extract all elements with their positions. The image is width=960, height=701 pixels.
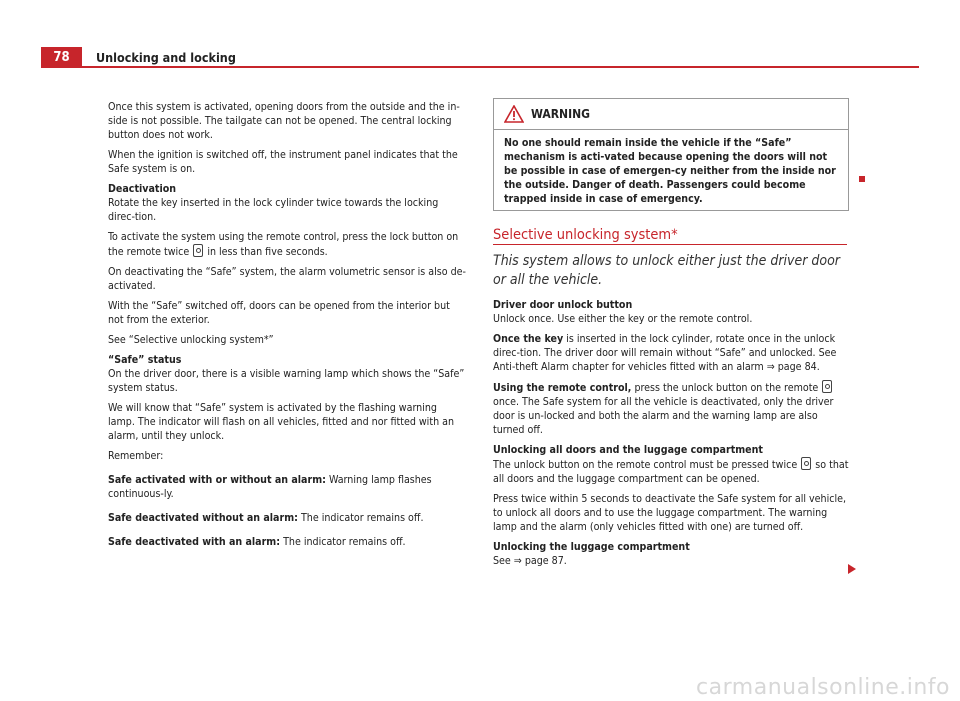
- section-title: Selective unlocking system*: [493, 227, 678, 243]
- page-number: 78: [41, 47, 82, 68]
- status-heading: “Safe” status: [108, 354, 182, 366]
- paragraph: Press twice within 5 seconds to deactivate the Safe system for all vehicle, to unlock all doors and to use the luggage compartment. The warning lamp and the alarm (only vehicles fitted with one) are turned off.: [493, 493, 847, 533]
- section-intro: This system allows to unlock either just the driver door or all the vehicle.: [493, 253, 840, 288]
- warning-title: WARNING: [531, 107, 590, 121]
- paragraph: To activate the system using the remote control, press the lock button on the remote twice in less than five seconds.: [108, 231, 459, 258]
- right-column: [493, 298, 849, 574]
- paragraph: See “Selective unlocking system*”: [108, 334, 274, 346]
- subheading: Unlocking all doors and the luggage compartment: [493, 444, 763, 456]
- header-rule: [82, 66, 919, 68]
- unlock-key-icon: [801, 457, 811, 470]
- paragraph: Safe deactivated with an alarm: The indicator remains off.: [108, 536, 406, 548]
- paragraph: On deactivating the “Safe” system, the alarm volumetric sensor is also de-activated.: [108, 266, 466, 292]
- left-column: [108, 100, 466, 555]
- chapter-title: Unlocking and locking: [96, 50, 236, 65]
- deactivation-heading: Deactivation: [108, 183, 177, 195]
- subheading: Unlocking the luggage compartment: [493, 541, 690, 553]
- continue-arrow-icon: [848, 564, 856, 574]
- paragraph: Safe deactivated without an alarm: The indicator remains off.: [108, 512, 424, 524]
- paragraph: With the “Safe” switched off, doors can be opened from the interior but not from the exterior.: [108, 300, 450, 326]
- warning-box: [493, 98, 848, 211]
- paragraph: When the ignition is switched off, the instrument panel indicates that the Safe system is on.: [108, 149, 458, 175]
- unlock-key-icon: [822, 380, 832, 393]
- paragraph: See ⇒ page 87.: [493, 555, 567, 567]
- paragraph: On the driver door, there is a visible warning lamp which shows the “Safe” system status.: [108, 368, 465, 394]
- paragraph: The unlock button on the remote control must be pressed twice so that all doors and the luggage compartment can be opened.: [493, 459, 849, 485]
- paragraph: We will know that “Safe” system is activated by the flashing warning lamp. The indicator will flash on all vehicles, fitted and nor fitted with an alarm, until they unlock.: [108, 402, 455, 442]
- paragraph: Once the key is inserted in the lock cylinder, rotate once in the unlock direc-tion. The driver door will remain without “Safe” and unlocked. See Anti-theft Alarm chapter for vehicles fitted with an alarm ⇒ page 84.: [493, 333, 837, 373]
- paragraph: Unlock once. Use either the key or the remote control.: [493, 313, 753, 325]
- paragraph: Safe activated with or without an alarm: Warning lamp flashes continuous-ly.: [108, 474, 432, 500]
- warning-text: No one should remain inside the vehicle if the “Safe” mechanism is acti-vated because opening the doors will not be possible in case of emergen-cy neither from the inside nor the outside. Danger of death. Passengers could become trapped inside in case of emergency.: [504, 137, 836, 205]
- paragraph: Remember:: [108, 450, 164, 462]
- section-rule: [493, 244, 847, 245]
- paragraph: Using the remote control, press the unlock button on the remote once. The Safe system for all the vehicle is deactivated, only the driver door is un-locked and both the alarm and the warning lamp are also turned off.: [493, 382, 834, 436]
- paragraph: Once this system is activated, opening doors from the outside and the in-side is not possible. The tailgate can not be opened. The central locking button does not work.: [108, 101, 460, 141]
- warning-triangle-icon: [504, 105, 524, 123]
- paragraph: Rotate the key inserted in the lock cylinder twice towards the locking direc-tion.: [108, 197, 439, 223]
- subheading: Driver door unlock button: [493, 299, 633, 311]
- watermark: carmanualsonline.info: [696, 675, 950, 700]
- warning-header: [494, 99, 848, 130]
- lock-key-icon: [193, 244, 203, 257]
- end-marker-icon: [859, 176, 865, 182]
